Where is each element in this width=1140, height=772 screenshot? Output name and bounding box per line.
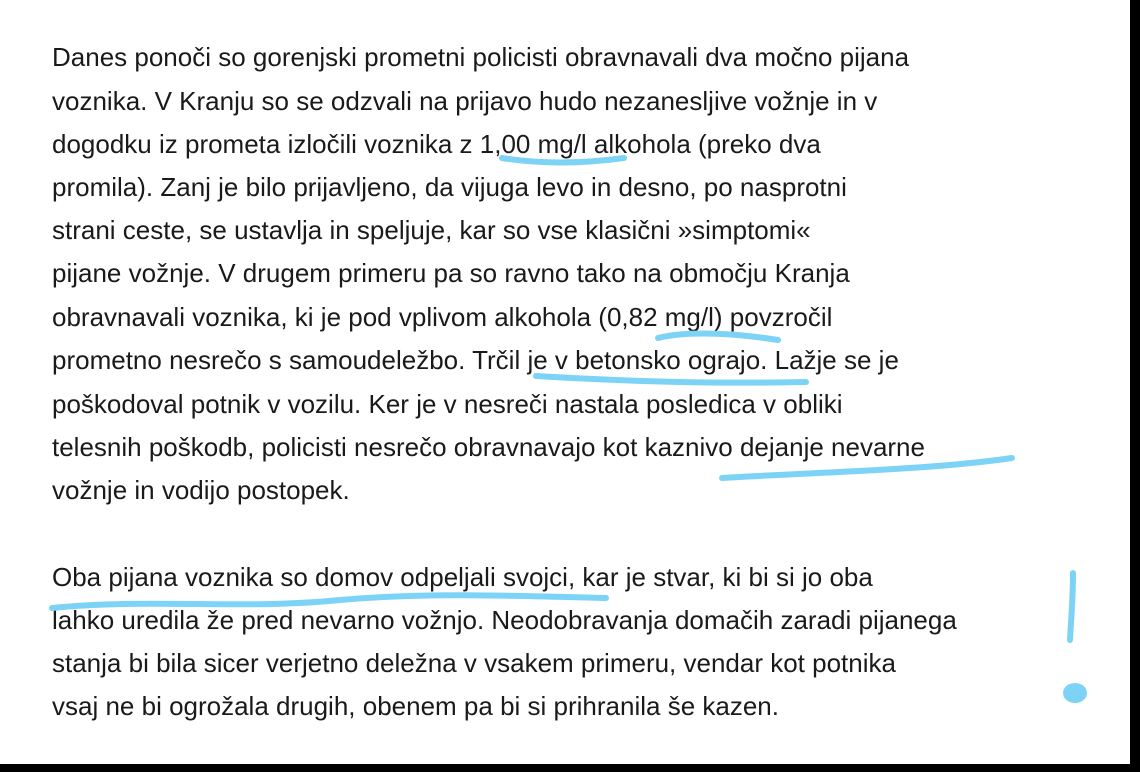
text-line: obravnavali voznika, ki je pod vplivom alkohola (0,82 mg/l) povzročil <box>52 302 833 332</box>
text-line: voznika. V Kranju so se odzvali na prijavo hudo nezanesljive vožnje in v <box>52 86 878 116</box>
text-line: vsaj ne bi ogrožala drugih, obenem pa bi si prihranila še kazen. <box>52 691 779 721</box>
exclamation-mark-stroke <box>1070 573 1073 640</box>
text-line: pijane vožnje. V drugem primeru pa so ravno tako na območju Kranja <box>52 258 850 288</box>
text-line: strani ceste, se ustavlja in speljuje, kar so vse klasični »simptomi« <box>52 215 811 245</box>
text-line: dogodku iz prometa izločili voznika z 1,00 mg/l alkohola (preko dva <box>52 129 821 159</box>
text-line: promila). Zanj je bilo prijavljeno, da vijuga levo in desno, po nasprotni <box>52 172 847 202</box>
text-line: poškodoval potnik v vozilu. Ker je v nesreči nastala posledica v obliki <box>52 389 843 419</box>
text-line: vožnje in vodijo postopek. <box>52 475 350 505</box>
exclamation-mark-dot <box>1063 683 1087 703</box>
text-line: Oba pijana voznika so domov odpeljali svojci, kar je stvar, ki bi si jo oba <box>52 562 873 592</box>
text-line: telesnih poškodb, policisti nesrečo obravnavajo kot kaznivo dejanje nevarne <box>52 432 925 462</box>
underline-concentration-2 <box>658 334 778 340</box>
underline-concrete-barrier <box>536 376 806 383</box>
text-line: stanja bi bila sicer verjetno deležna v vsakem primeru, vendar kot potnika <box>52 648 896 678</box>
text-line: prometno nesrečo s samoudeležbo. Trčil je v betonsko ograjo. Lažje se je <box>52 345 899 375</box>
text-line: Danes ponoči so gorenjski prometni policisti obravnavali dva močno pijana <box>52 42 910 72</box>
text-line: lahko uredila že pred nevarno vožnjo. Neodobravanja domačih zaradi pijanega <box>52 605 957 635</box>
